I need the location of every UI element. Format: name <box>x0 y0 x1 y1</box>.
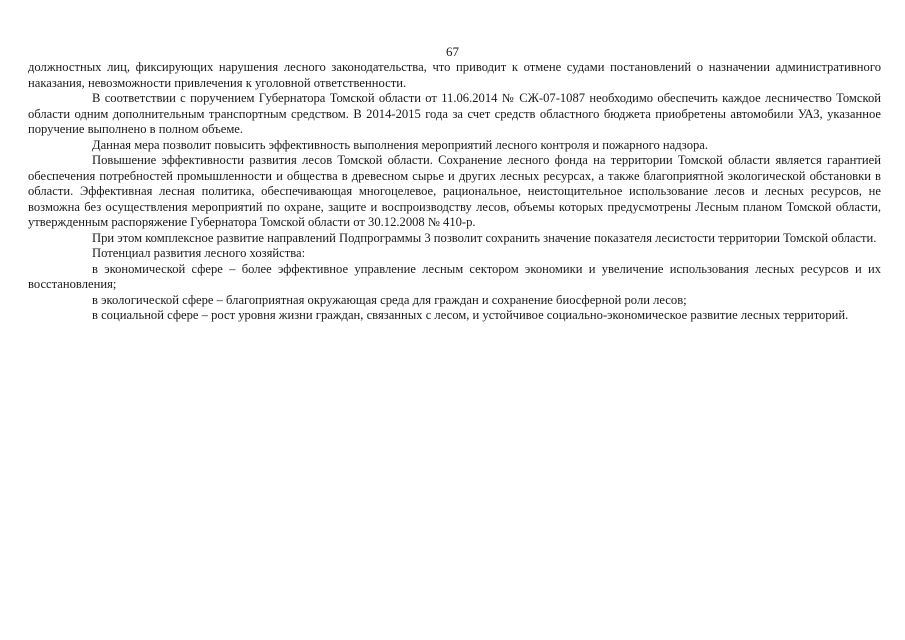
paragraph-social-sphere: в социальной сфере – рост уровня жизни граждан, связанных с лесом, и устойчивое социально-экономическое развитие лесных территорий. <box>92 308 849 322</box>
paragraph-forest-cover: При этом комплексное развитие направлений Подпрограммы 3 позволит сохранить значение показателя лесистости территории Томской области. <box>92 230 877 245</box>
paragraph-economic-sphere: в экономической сфере – более эффективное управление лесным сектором экономики и увеличение использования лесных ресурсов и их восстановления; <box>28 261 881 291</box>
paragraph-continuation: должностных лиц, фиксирующих нарушения лесного законодательства, что приводит к отмене судами постановлений о назначении административного наказания, невозможности привлечения к уголовной ответственности. <box>28 60 881 90</box>
paragraph-measure-effect: Данная мера позволит повысить эффективность выполнения мероприятий лесного контроля и пожарного надзора. <box>92 137 709 152</box>
paragraph-ecological-sphere: в экологической сфере – благоприятная окружающая среда для граждан и сохранение биосферной роли лесов; <box>92 292 687 307</box>
page-number: 67 <box>446 44 459 59</box>
document-body <box>28 60 881 324</box>
paragraph-potential-heading: Потенциал развития лесного хозяйства: <box>92 246 306 260</box>
paragraph-governor-order: В соответствии с поручением Губернатора Томской области от 11.06.2014 № СЖ-07-1087 необходимо обеспечить каждое лесничество Томской области одним дополнительным транспортным средством. В 2014-2015 года за счет средств областного бюджета приобретены автомобили УАЗ, указанное поручение выполнено в полном объеме. <box>28 91 881 136</box>
paragraph-forest-efficiency: Повышение эффективности развития лесов Томской области. Сохранение лесного фонда на территории Томской области является гарантией обеспечения потребностей промышленности и общества в древесном сырье и других лесных ресурсах, а также благоприятной экологической обстановки в области. Эффективная лесная политика, обеспечивающая многоцелевое, рациональное, неистощительное использование лесов и лесных ресурсов, не возможна без осуществления мероприятий по охране, защите и воспроизводству лесов, объемы которых предусмотрены Лесным планом Томской области, утвержденным распоряжение Губернатора Томской области от 30.12.2008 № 410-р. <box>28 153 881 229</box>
